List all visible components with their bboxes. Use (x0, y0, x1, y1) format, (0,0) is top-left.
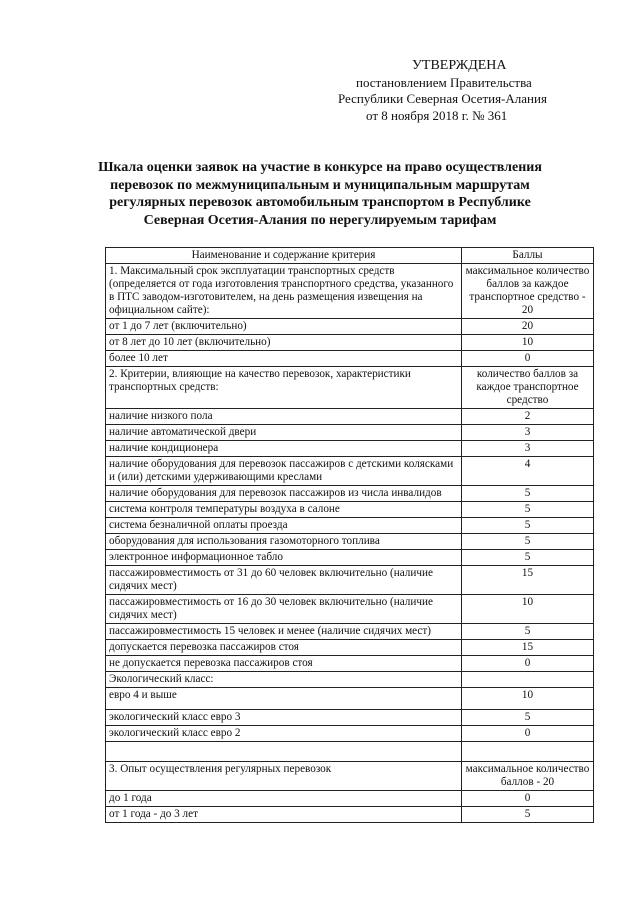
points-cell: 5 (462, 807, 594, 823)
approval-line: постановлением Правительства (356, 74, 532, 90)
table-row (106, 457, 594, 486)
table-row (106, 566, 594, 595)
table-row (106, 791, 594, 807)
document-title (70, 159, 570, 229)
table-row (106, 595, 594, 624)
table-row (106, 710, 594, 726)
table-row (106, 742, 594, 762)
points-cell: 5 (462, 710, 594, 726)
points-cell: 0 (462, 656, 594, 672)
table-row (106, 335, 594, 351)
title-line: Шкала оценки заявок на участие в конкурсе на право осуществления (98, 160, 542, 175)
criterion-cell: пассажировместимость от 31 до 60 человек включительно (наличие сидячих мест) (106, 566, 462, 595)
points-cell: 5 (462, 486, 594, 502)
points-cell: 0 (462, 726, 594, 742)
points-cell: 2 (462, 409, 594, 425)
points-cell: 4 (462, 457, 594, 486)
table-row (106, 726, 594, 742)
table-row (106, 319, 594, 335)
header-criterion: Наименование и содержание критерия (106, 248, 462, 264)
header-points: Баллы (462, 248, 594, 264)
points-cell: 10 (462, 335, 594, 351)
table-row (106, 425, 594, 441)
criterion-cell: оборудования для использования газомоторного топлива (106, 534, 462, 550)
table-row (106, 441, 594, 457)
table-row (106, 409, 594, 425)
table-row (106, 688, 594, 710)
points-cell: 5 (462, 550, 594, 566)
table-header-row (106, 248, 594, 264)
title-line: Северная Осетия-Алания по нерегулируемым тарифам (143, 212, 497, 228)
criterion-cell: экологический класс евро 2 (106, 726, 462, 742)
criterion-cell: до 1 года (106, 791, 462, 807)
table-row (106, 502, 594, 518)
table-row (106, 762, 594, 791)
criterion-cell: 1. Максимальный срок эксплуатации транспортных средств (определяется от года изготовления транспортного средства, указанного в ПТС заводом-изготовителем, на день размещения извещения на официальном сайте): (106, 264, 462, 319)
table-row (106, 264, 594, 319)
criterion-cell: от 8 лет до 10 лет (включительно) (106, 335, 462, 351)
points-cell (462, 742, 594, 762)
title-line: регулярных перевозок автомобильным транспортом в Республике (109, 195, 531, 210)
criterion-cell: пассажировместимость от 16 до 30 человек включительно (наличие сидячих мест) (106, 595, 462, 624)
criterion-cell: допускается перевозка пассажиров стоя (106, 640, 462, 656)
criterion-cell: от 1 года - до 3 лет (106, 807, 462, 823)
criterion-cell: 2. Критерии, влияющие на качество перевозок, характеристики транспортных средств: (106, 367, 462, 409)
criterion-cell: от 1 до 7 лет (включительно) (106, 319, 462, 335)
criterion-cell: наличие кондиционера (106, 441, 462, 457)
criterion-cell (106, 742, 462, 762)
approval-line: Республики Северная Осетия-Алания (338, 91, 547, 106)
criterion-cell: наличие низкого пола (106, 409, 462, 425)
approval-stamp (330, 58, 600, 124)
points-cell: максимальное количество баллов за каждое транспортное средство - 20 (462, 264, 594, 319)
points-cell: 10 (462, 688, 594, 710)
points-cell: 0 (462, 351, 594, 367)
points-cell: 5 (462, 518, 594, 534)
points-cell (462, 672, 594, 688)
table-row (106, 624, 594, 640)
points-cell: 5 (462, 502, 594, 518)
table-row (106, 351, 594, 367)
table-row (106, 534, 594, 550)
points-cell: 5 (462, 624, 594, 640)
criterion-cell: система безналичной оплаты проезда (106, 518, 462, 534)
criterion-cell: наличие оборудования для перевозок пассажиров с детскими колясками и (или) детскими удерживающими креслами (106, 457, 462, 486)
criterion-cell: 3. Опыт осуществления регулярных перевозок (106, 762, 462, 791)
points-cell: количество баллов за каждое транспортное средство (462, 367, 594, 409)
points-cell: 10 (462, 595, 594, 624)
criteria-table (105, 247, 594, 823)
table-row (106, 656, 594, 672)
criterion-cell: наличие автоматической двери (106, 425, 462, 441)
points-cell: 5 (462, 534, 594, 550)
criterion-cell: наличие оборудования для перевозок пассажиров из числа инвалидов (106, 486, 462, 502)
table-row (106, 640, 594, 656)
table-row (106, 367, 594, 409)
title-line: перевозок по межмуниципальным и муниципальным маршрутам (110, 177, 530, 193)
criterion-cell: более 10 лет (106, 351, 462, 367)
criterion-cell: система контроля температуры воздуха в салоне (106, 502, 462, 518)
table-row (106, 807, 594, 823)
criterion-cell: Экологический класс: (106, 672, 462, 688)
table-row (106, 672, 594, 688)
table-row (106, 486, 594, 502)
points-cell: 15 (462, 566, 594, 595)
criterion-cell: электронное информационное табло (106, 550, 462, 566)
points-cell: 3 (462, 425, 594, 441)
table-row (106, 518, 594, 534)
points-cell: 3 (462, 441, 594, 457)
points-cell: 0 (462, 791, 594, 807)
criterion-cell: экологический класс евро 3 (106, 710, 462, 726)
criterion-cell: евро 4 и выше (106, 688, 462, 710)
table-row (106, 550, 594, 566)
criterion-cell: не допускается перевозка пассажиров стоя (106, 656, 462, 672)
points-cell: 20 (462, 319, 594, 335)
approval-heading: УТВЕРЖДЕНА (412, 58, 507, 73)
criterion-cell: пассажировместимость 15 человек и менее (наличие сидячих мест) (106, 624, 462, 640)
approval-date: от 8 ноября 2018 г. № 361 (366, 107, 508, 123)
points-cell: 15 (462, 640, 594, 656)
points-cell: максимальное количество баллов - 20 (462, 762, 594, 791)
